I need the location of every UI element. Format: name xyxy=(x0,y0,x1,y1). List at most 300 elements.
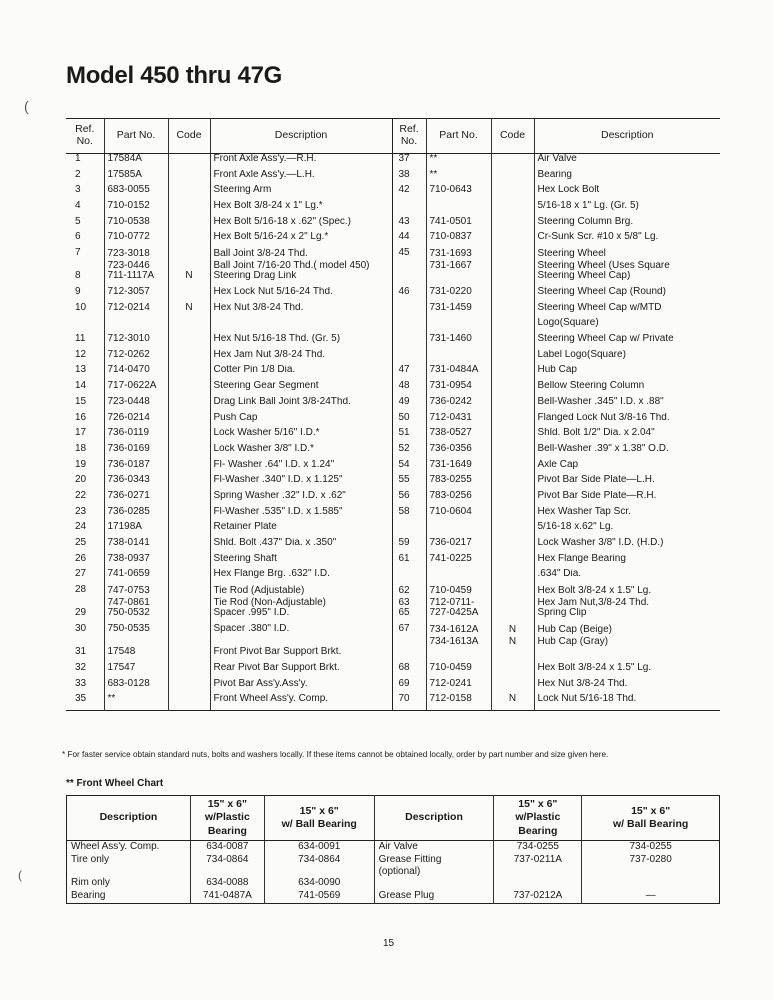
ref-no-cell: 61 xyxy=(392,554,426,570)
code-cell xyxy=(168,460,210,476)
code-cell xyxy=(168,217,210,233)
ref-no-cell: 69 xyxy=(392,679,426,695)
code-cell: N N xyxy=(491,624,534,647)
description-cell: Steering Wheel Cap (Round) xyxy=(534,287,720,303)
description-cell: Hex Flange Brg. .632" I.D. xyxy=(210,569,392,585)
part-no-cell xyxy=(426,522,491,538)
part-no-cell: 710-0152 xyxy=(104,201,168,217)
description-cell: Hex Washer Tap Scr. xyxy=(534,507,720,523)
ref-no-cell xyxy=(66,318,104,334)
description-cell: Steering Gear Segment xyxy=(210,381,392,397)
ref-no-cell xyxy=(392,303,426,319)
ref-no-cell xyxy=(392,522,426,538)
table-row xyxy=(66,585,720,608)
ref-no-cell xyxy=(392,350,426,366)
code-cell xyxy=(168,585,210,608)
description-cell: Bellow Steering Column xyxy=(534,381,720,397)
ref-no-cell: 26 xyxy=(75,553,87,564)
code-cell xyxy=(168,507,210,523)
ref-no-cell: 13 xyxy=(75,365,87,376)
description-cell: Hex Bolt 5/16-24 x 2" Lg.* xyxy=(210,232,392,248)
part-no-cell: 710-0604 xyxy=(426,507,491,523)
part-no-cell: 736-0271 xyxy=(104,491,168,507)
code-cell xyxy=(491,365,534,381)
description-cell: 5/16-18 x 1" Lg. (Gr. 5) xyxy=(534,201,720,217)
parts-table xyxy=(66,118,720,711)
description-cell: Axle Cap xyxy=(534,460,720,476)
col-description: Description xyxy=(374,796,494,841)
description-cell: Wheel Ass'y. Comp. xyxy=(71,841,160,852)
table-row xyxy=(67,854,720,877)
code-cell xyxy=(491,271,534,287)
ref-no-cell xyxy=(392,647,426,663)
table-row xyxy=(66,350,720,366)
table-row xyxy=(66,608,720,624)
scan-mark: ( xyxy=(24,98,29,114)
col-ref-no: Ref. No. xyxy=(66,119,104,154)
code-cell xyxy=(168,170,210,186)
description-cell: Hex Jam Nut 3/8-24 Thd. xyxy=(210,350,392,366)
description-cell xyxy=(534,647,720,663)
ref-no-cell: 55 xyxy=(392,475,426,491)
wheel-chart-heading: ** Front Wheel Chart xyxy=(66,778,164,789)
table-row xyxy=(66,444,720,460)
description-cell: Shld. Bolt .437" Dia. x .350" xyxy=(210,538,392,554)
col-description: Description xyxy=(210,119,392,154)
description-cell: Hex Bolt 3/8-24 x 1" Lg.* xyxy=(210,201,392,217)
description-cell: Hex Flange Bearing xyxy=(534,554,720,570)
description-cell: Rear Pivot Bar Support Brkt. xyxy=(210,663,392,679)
part-no-cell: ** xyxy=(104,694,168,710)
code-cell xyxy=(168,608,210,624)
front-wheel-chart xyxy=(66,795,720,904)
ref-no-cell: 47 xyxy=(392,365,426,381)
ball-bearing-cell: 734-0255 xyxy=(582,841,720,855)
description-cell: Steering Column Brg. xyxy=(534,217,720,233)
table-row xyxy=(66,217,720,233)
ref-no-cell: 68 xyxy=(392,663,426,679)
part-no-cell xyxy=(426,647,491,663)
ref-no-cell xyxy=(392,334,426,350)
part-no-cell xyxy=(104,318,168,334)
plastic-bearing-cell: 734-0255 xyxy=(494,841,582,855)
table-row xyxy=(66,647,720,663)
ref-no-cell: 35 xyxy=(75,694,87,705)
ball-bearing-cell: — xyxy=(582,890,720,904)
code-cell xyxy=(168,475,210,491)
ball-bearing-cell: 634-0090 xyxy=(264,877,374,890)
description-cell xyxy=(374,877,494,890)
description-cell: Hex Bolt 3/8-24 x 1.5" Lg. xyxy=(534,663,720,679)
code-cell xyxy=(491,507,534,523)
parts-table-body xyxy=(66,154,720,711)
ref-no-cell: 45 xyxy=(392,248,426,271)
ref-no-cell: 33 xyxy=(75,678,87,689)
part-no-cell: 783-0255 xyxy=(426,475,491,491)
ref-no-cell: 20 xyxy=(75,475,87,486)
code-cell xyxy=(168,381,210,397)
description-cell: Grease Fitting (optional) xyxy=(374,854,494,877)
part-no-cell: 723-3018 723-0446 xyxy=(104,248,168,271)
code-cell xyxy=(491,217,534,233)
code-cell xyxy=(491,334,534,350)
table-row xyxy=(66,365,720,381)
part-no-cell: 17548 xyxy=(104,647,168,663)
description-cell: Steering Wheel Steering Wheel (Uses Square xyxy=(534,248,720,271)
ref-no-cell: 70 xyxy=(392,694,426,710)
description-cell: Spacer .995" I.D. xyxy=(210,608,392,624)
description-cell: Tire only xyxy=(71,854,109,865)
description-cell: Air Valve xyxy=(374,841,494,855)
ref-no-cell: 5 xyxy=(75,216,81,227)
col-code: Code xyxy=(491,119,534,154)
description-cell: Fl-Washer .340" I.D. x 1.125" xyxy=(210,475,392,491)
ball-bearing-cell: 741-0569 xyxy=(264,890,374,904)
table-row xyxy=(66,428,720,444)
col-ball-bearing: 15" x 6" w/ Ball Bearing xyxy=(264,796,374,841)
ref-no-cell: 56 xyxy=(392,491,426,507)
part-no-cell: 736-0217 xyxy=(426,538,491,554)
ball-bearing-cell: 634-0091 xyxy=(264,841,374,855)
code-cell xyxy=(491,663,534,679)
part-no-cell: 736-0169 xyxy=(104,444,168,460)
part-no-cell: 736-0119 xyxy=(104,428,168,444)
code-cell xyxy=(491,428,534,444)
ref-no-cell: 43 xyxy=(392,217,426,233)
ref-no-cell: 7 xyxy=(75,248,81,259)
table-row xyxy=(66,154,720,170)
ref-no-cell: 17 xyxy=(75,428,87,439)
description-cell: Steering Wheel Cap w/MTD xyxy=(534,303,720,319)
part-no-cell: 738-0141 xyxy=(104,538,168,554)
code-cell xyxy=(491,460,534,476)
part-no-cell: 736-0343 xyxy=(104,475,168,491)
ref-no-cell xyxy=(392,271,426,287)
description-cell: Fl-Washer .535" I.D. x 1.585" xyxy=(210,507,392,523)
description-cell: Hex Lock Nut 5/16-24 Thd. xyxy=(210,287,392,303)
code-cell xyxy=(491,679,534,695)
description-cell: Lock Nut 5/16-18 Thd. xyxy=(534,694,720,710)
part-no-cell: 736-0285 xyxy=(104,507,168,523)
part-no-cell xyxy=(426,318,491,334)
part-no-cell: 731-1459 xyxy=(426,303,491,319)
ball-bearing-cell: 737-0280 xyxy=(582,854,720,877)
ref-no-cell: 11 xyxy=(75,334,86,345)
part-no-cell: 711-1117A xyxy=(104,271,168,287)
part-no-cell: 723-0448 xyxy=(104,397,168,413)
ref-no-cell: 44 xyxy=(392,232,426,248)
description-cell xyxy=(210,318,392,334)
part-no-cell: 712-3057 xyxy=(104,287,168,303)
part-no-cell: 731-0484A xyxy=(426,365,491,381)
code-cell xyxy=(491,318,534,334)
description-cell: Hex Lock Bolt xyxy=(534,185,720,201)
footnote: * For faster service obtain standard nuts, bolts and washers locally. If these items cannot be obtained locally, order by part number and size given here. xyxy=(62,750,609,759)
ref-no-cell: 49 xyxy=(392,397,426,413)
description-cell: Cr-Sunk Scr. #10 x 5/8" Lg. xyxy=(534,232,720,248)
code-cell xyxy=(491,491,534,507)
code-cell xyxy=(491,554,534,570)
table-row xyxy=(66,491,720,507)
code-cell xyxy=(168,569,210,585)
description-cell: Drag Link Ball Joint 3/8-24Thd. xyxy=(210,397,392,413)
table-row xyxy=(66,318,720,334)
part-no-cell: 741-0225 xyxy=(426,554,491,570)
part-no-cell: 747-0753 747-0861 xyxy=(104,585,168,608)
part-no-cell xyxy=(426,569,491,585)
code-cell xyxy=(491,413,534,429)
code-cell xyxy=(168,248,210,271)
table-row xyxy=(66,554,720,570)
description-cell: Fl- Washer .64" I.D. x 1.24" xyxy=(210,460,392,476)
table-row xyxy=(67,841,720,855)
code-cell xyxy=(168,185,210,201)
ref-no-cell: 30 xyxy=(75,623,87,634)
description-cell: Tie Rod (Adjustable) Tie Rod (Non-Adjustable) xyxy=(210,585,392,608)
part-no-cell: 710-0459 xyxy=(426,663,491,679)
description-cell: Shld. Bolt 1/2" Dia. x 2.04" xyxy=(534,428,720,444)
table-row xyxy=(66,538,720,554)
description-cell: Rim only xyxy=(71,877,110,889)
code-cell xyxy=(491,444,534,460)
code-cell xyxy=(491,522,534,538)
part-no-cell: 717-0622A xyxy=(104,381,168,397)
ref-no-cell: 29 xyxy=(75,608,87,619)
table-row xyxy=(66,185,720,201)
description-cell: Logo(Square) xyxy=(534,318,720,334)
code-cell xyxy=(168,397,210,413)
page-title: Model 450 thru 47G xyxy=(66,62,282,89)
table-row xyxy=(66,248,720,271)
ball-bearing-cell xyxy=(582,877,720,890)
wheel-chart-header xyxy=(67,796,720,841)
part-no-cell xyxy=(426,271,491,287)
description-cell: Lock Washer 3/8" I.D.* xyxy=(210,444,392,460)
code-cell xyxy=(168,538,210,554)
code-cell xyxy=(491,154,534,170)
part-no-cell: 710-0643 xyxy=(426,185,491,201)
code-cell xyxy=(491,608,534,624)
code-cell xyxy=(168,522,210,538)
ref-no-cell: 51 xyxy=(392,428,426,444)
part-no-cell: 741-0659 xyxy=(104,569,168,585)
table-row xyxy=(66,287,720,303)
table-row xyxy=(66,381,720,397)
code-cell xyxy=(168,365,210,381)
part-no-cell: 712-0158 xyxy=(426,694,491,710)
part-no-cell xyxy=(426,201,491,217)
col-part-no: Part No. xyxy=(104,119,168,154)
code-cell xyxy=(168,679,210,695)
description-cell: Pivot Bar Ass'y.Ass'y. xyxy=(210,679,392,695)
ref-no-cell: 42 xyxy=(392,185,426,201)
table-row xyxy=(66,334,720,350)
ref-no-cell xyxy=(392,318,426,334)
ref-no-cell: 31 xyxy=(75,647,87,658)
col-ref-no: Ref. No. xyxy=(392,119,426,154)
part-no-cell: 734-1612A 734-1613A xyxy=(426,624,491,647)
description-cell: Steering Wheel Cap) xyxy=(534,271,720,287)
parts-table-header xyxy=(66,119,720,154)
description-cell: Front Axle Ass'y.—R.H. xyxy=(210,154,392,170)
part-no-cell: 17198A xyxy=(104,522,168,538)
plastic-bearing-cell: 734-0864 xyxy=(190,854,264,877)
ref-no-cell: 10 xyxy=(75,302,87,313)
part-no-cell: 712-0214 xyxy=(104,303,168,319)
plastic-bearing-cell xyxy=(494,877,582,890)
code-cell xyxy=(168,694,210,710)
description-cell: Bearing xyxy=(71,890,106,902)
ref-no-cell: 52 xyxy=(392,444,426,460)
description-cell: 5/16-18 x.62" Lg. xyxy=(534,522,720,538)
table-row xyxy=(66,624,720,647)
description-cell: Cotter Pin 1/8 Dia. xyxy=(210,365,392,381)
ref-no-cell: 3 xyxy=(75,185,81,196)
ref-no-cell: 2 xyxy=(75,169,81,180)
ref-no-cell: 46 xyxy=(392,287,426,303)
code-cell xyxy=(168,350,210,366)
part-no-cell: 714-0470 xyxy=(104,365,168,381)
code-cell xyxy=(491,248,534,271)
ref-no-cell: 6 xyxy=(75,232,81,243)
ball-bearing-cell: 734-0864 xyxy=(264,854,374,877)
part-no-cell: 710-0837 xyxy=(426,232,491,248)
description-cell: Hex Bolt 3/8-24 x 1.5" Lg. Hex Jam Nut,3/8-24 Thd. xyxy=(534,585,720,608)
ref-no-cell: 50 xyxy=(392,413,426,429)
code-cell xyxy=(491,397,534,413)
code-cell xyxy=(491,647,534,663)
table-row xyxy=(67,877,720,890)
description-cell: Steering Arm xyxy=(210,185,392,201)
code-cell xyxy=(168,554,210,570)
code-cell xyxy=(491,538,534,554)
part-no-cell: 727-0425A xyxy=(426,608,491,624)
code-cell: N xyxy=(491,694,534,710)
wheel-chart-body xyxy=(67,841,720,904)
plastic-bearing-cell: 634-0087 xyxy=(190,841,264,855)
plastic-bearing-cell: 737-0211A xyxy=(494,854,582,877)
table-row xyxy=(66,397,720,413)
code-cell xyxy=(491,232,534,248)
ref-no-cell: 8 xyxy=(75,271,81,282)
plastic-bearing-cell: 634-0088 xyxy=(190,877,264,890)
description-cell: Hex Nut 3/8-24 Thd. xyxy=(534,679,720,695)
part-no-cell: 712-0262 xyxy=(104,350,168,366)
part-no-cell: 736-0356 xyxy=(426,444,491,460)
description-cell: Steering Wheel Cap w/ Private xyxy=(534,334,720,350)
table-row xyxy=(66,460,720,476)
plastic-bearing-cell: 741-0487A xyxy=(190,890,264,904)
description-cell: Bell-Washer .345" I.D. x .88" xyxy=(534,397,720,413)
part-no-cell: 17547 xyxy=(104,663,168,679)
part-no-cell: 731-0954 xyxy=(426,381,491,397)
ref-no-cell: 58 xyxy=(392,507,426,523)
ref-no-cell: 32 xyxy=(75,662,87,673)
code-cell: N xyxy=(168,271,210,287)
code-cell xyxy=(491,185,534,201)
part-no-cell: ** xyxy=(426,170,491,186)
part-no-cell: 17584A xyxy=(104,154,168,170)
part-no-cell: 726-0214 xyxy=(104,413,168,429)
table-row xyxy=(66,475,720,491)
description-cell: Steering Shaft xyxy=(210,554,392,570)
description-cell: Ball Joint 3/8-24 Thd. Ball Joint 7/16-20 Thd.( model 450) xyxy=(210,248,392,271)
ref-no-cell xyxy=(392,569,426,585)
ref-no-cell: 25 xyxy=(75,538,87,548)
description-cell: Hex Nut 3/8-24 Thd. xyxy=(210,303,392,319)
code-cell xyxy=(168,201,210,217)
code-cell xyxy=(168,491,210,507)
ref-no-cell: 12 xyxy=(75,349,87,360)
ref-no-cell: 16 xyxy=(75,412,87,423)
code-cell xyxy=(168,154,210,170)
table-row xyxy=(66,694,720,710)
table-row xyxy=(66,413,720,429)
description-cell: Spring Clip xyxy=(534,608,720,624)
part-no-cell: 741-0501 xyxy=(426,217,491,233)
col-part-no: Part No. xyxy=(426,119,491,154)
part-no-cell: 750-0532 xyxy=(104,608,168,624)
code-cell xyxy=(168,663,210,679)
scan-mark: ( xyxy=(18,868,22,882)
ref-no-cell: 15 xyxy=(75,396,87,407)
part-no-cell: ** xyxy=(426,154,491,170)
ref-no-cell: 22 xyxy=(75,490,87,501)
part-no-cell: 736-0242 xyxy=(426,397,491,413)
table-row xyxy=(66,663,720,679)
ref-no-cell: 37 xyxy=(392,154,426,170)
ref-no-cell: 62 63 xyxy=(392,585,426,608)
ref-no-cell: 19 xyxy=(75,459,87,470)
part-no-cell: 783-0256 xyxy=(426,491,491,507)
table-row xyxy=(66,569,720,585)
ref-no-cell: 54 xyxy=(392,460,426,476)
description-cell: Front Wheel Ass'y. Comp. xyxy=(210,694,392,710)
col-description: Description xyxy=(534,119,720,154)
code-cell xyxy=(168,318,210,334)
description-cell: Hex Bolt 5/16-18 x .62" (Spec.) xyxy=(210,217,392,233)
table-row xyxy=(66,201,720,217)
col-plastic-bearing: 15" x 6" w/Plastic Bearing xyxy=(494,796,582,841)
description-cell: Push Cap xyxy=(210,413,392,429)
description-cell: Retainer Plate xyxy=(210,522,392,538)
ref-no-cell: 48 xyxy=(392,381,426,397)
table-row xyxy=(66,522,720,538)
description-cell: Label Logo(Square) xyxy=(534,350,720,366)
table-row xyxy=(66,303,720,319)
col-ball-bearing: 15" x 6" w/ Ball Bearing xyxy=(582,796,720,841)
part-no-cell: 712-0241 xyxy=(426,679,491,695)
ref-no-cell: 4 xyxy=(75,201,81,212)
ref-no-cell: 14 xyxy=(75,381,87,392)
ref-no-cell: 59 xyxy=(392,538,426,554)
ref-no-cell: 27 xyxy=(75,569,87,580)
ref-no-cell: 24 xyxy=(75,522,87,533)
part-no-cell: 731-1460 xyxy=(426,334,491,350)
description-cell: Front Pivot Bar Support Brkt. xyxy=(210,647,392,663)
part-no-cell: 17585A xyxy=(104,170,168,186)
col-code: Code xyxy=(168,119,210,154)
page-number: 15 xyxy=(383,938,395,949)
table-row xyxy=(66,679,720,695)
description-cell: Bell-Washer .39" x 1.38" O.D. xyxy=(534,444,720,460)
col-plastic-bearing: 15" x 6" w/Plastic Bearing xyxy=(190,796,264,841)
part-no-cell: 710-0459 712-0711- xyxy=(426,585,491,608)
ref-no-cell: 28 xyxy=(75,585,87,596)
description-cell: Lock Washer 5/16" I.D.* xyxy=(210,428,392,444)
part-no-cell xyxy=(426,350,491,366)
ref-no-cell: 67 xyxy=(392,624,426,647)
